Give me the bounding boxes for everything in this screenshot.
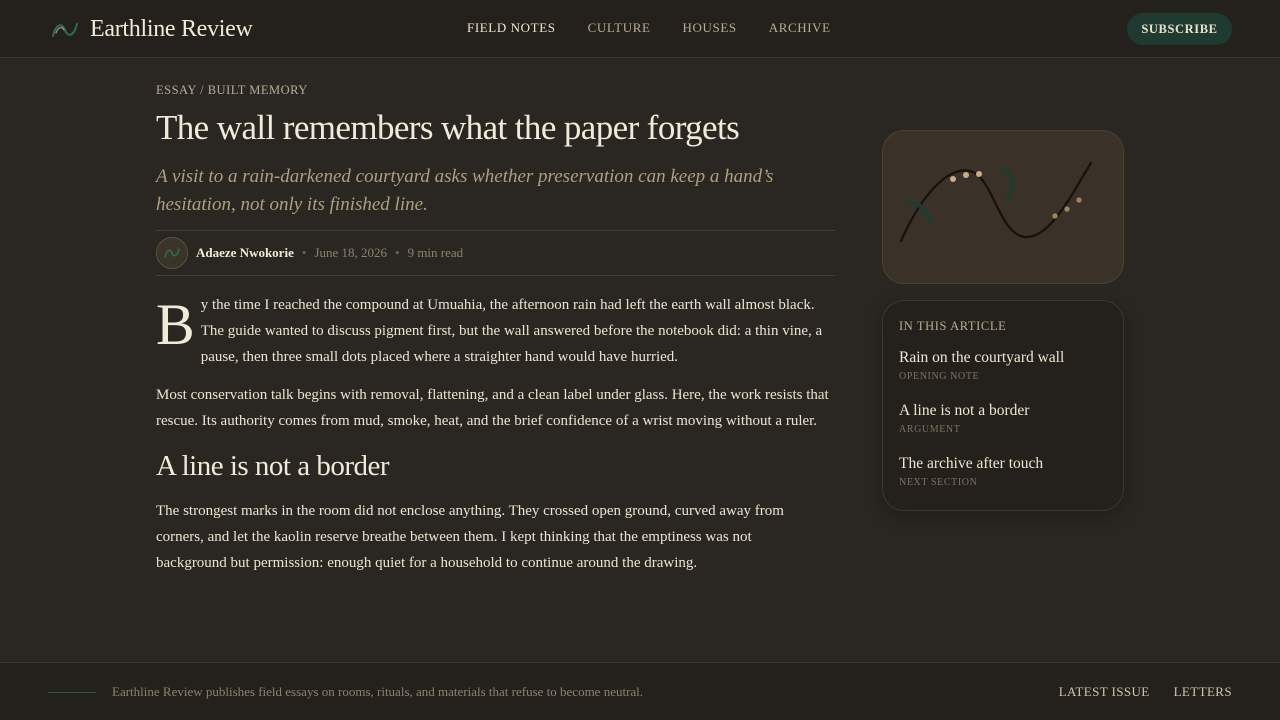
toc-item-title: The archive after touch	[899, 455, 1044, 472]
footer-divider	[48, 692, 96, 693]
article-dek: A visit to a rain-darkened courtyard asks whether preservation can keep a hand’s hesitation, not only its finished line.	[156, 166, 774, 215]
byline	[156, 230, 835, 276]
toc-item-archive[interactable]	[899, 455, 1043, 488]
site-header	[0, 0, 1280, 58]
author-avatar[interactable]	[156, 237, 188, 269]
drop-cap: B	[156, 292, 195, 357]
toc-item-title: Rain on the courtyard wall	[899, 349, 1065, 366]
vine-avatar-icon	[163, 246, 181, 260]
footer-links	[1035, 684, 1232, 700]
footer-link-letters[interactable]: LETTERS	[1173, 684, 1232, 699]
nav-field-notes[interactable]: FIELD NOTES	[467, 20, 556, 35]
article-title: The wall remembers what the paper forgets	[156, 108, 740, 147]
section-heading: A line is not a border	[156, 450, 390, 482]
nav-archive[interactable]: ARCHIVE	[768, 20, 831, 35]
meta-separator: •	[395, 245, 400, 260]
site-name: Earthline Review	[90, 15, 253, 42]
read-time: 9 min read	[407, 245, 464, 260]
article-kicker[interactable]: ESSAY / BUILT MEMORY	[156, 83, 308, 97]
vine-illustration	[883, 131, 1124, 284]
toc-heading: IN THIS ARTICLE	[899, 319, 1007, 333]
toc-item-line[interactable]	[899, 402, 1029, 435]
main-nav	[467, 20, 863, 36]
paragraph-1-text: y the time I reached the compound at Umuahia, the afternoon rain had left the earth wall almost black. The guide wanted to discuss pigment first, but the wall answered before the notebook did: a thin vine, a pause, then three small dots placed where a straighter hand would have hurried.	[200, 297, 823, 365]
paragraph-2: Most conservation talk begins with removal, flattening, and a clean label under glass. Here, the work resists that rescue. Its authority comes from mud, smoke, heat, and the brief confidence of a wrist moving without a ruler.	[156, 387, 829, 429]
footer-link-latest-issue[interactable]: LATEST ISSUE	[1058, 684, 1150, 699]
brand[interactable]	[50, 13, 252, 45]
author-name[interactable]: Adaeze Nwokorie	[196, 245, 294, 260]
vine-illustration-card	[882, 130, 1124, 284]
table-of-contents	[882, 300, 1124, 511]
footer-description: Earthline Review publishes field essays on rooms, rituals, and materials that refuse to become neutral.	[112, 684, 644, 699]
paragraph-1	[156, 292, 836, 370]
toc-item-title: A line is not a border	[899, 402, 1030, 419]
toc-item-rain[interactable]	[899, 349, 1064, 382]
subscribe-button[interactable]: SUBSCRIBE	[1127, 13, 1232, 45]
paragraph-3: The strongest marks in the room did not enclose anything. They crossed open ground, curved away from corners, and let the kaolin reserve breathe between them. I kept thinking that the emptiness was not background but permission: enough quiet for a household to continue around the drawing.	[156, 503, 784, 571]
toc-item-tag: NEXT SECTION	[899, 477, 978, 488]
nav-culture[interactable]: CULTURE	[587, 20, 651, 35]
meta-separator: •	[301, 245, 307, 260]
toc-item-tag: OPENING NOTE	[899, 371, 980, 382]
vine-mark-icon	[50, 18, 80, 40]
nav-houses[interactable]: HOUSES	[682, 20, 737, 35]
publish-date: June 18, 2026	[314, 245, 387, 260]
site-footer	[0, 662, 1280, 720]
toc-item-tag: ARGUMENT	[899, 424, 961, 435]
